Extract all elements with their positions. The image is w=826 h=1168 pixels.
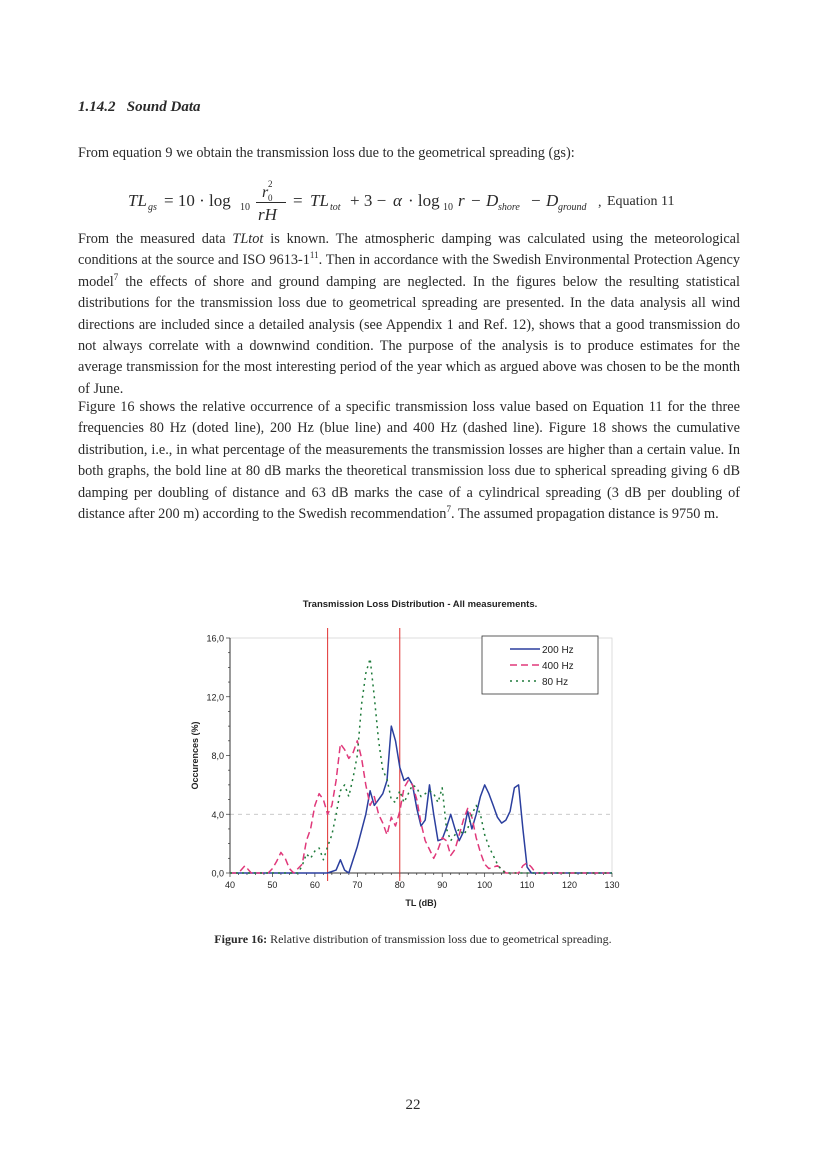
figure-caption: Figure 16: Relative distribution of transmission loss due to geometrical spreading. [214,932,612,946]
x-tick-label: 40 [224,880,236,890]
section-heading [78,99,201,116]
intro-paragraph: From equation 9 we obtain the transmission loss due to the geometrical spreading (gs): [78,145,575,161]
x-tick-label: 50 [267,880,278,890]
y-tick-label: 8,0 [211,751,224,761]
svg-text:ground: ground [558,202,587,213]
svg-text:TL: TL [310,191,329,210]
paragraph-figure-description: Figure 16 shows the relative occurrence of a specific transmission loss value based on Equation 11 for the three frequencies 80 Hz (doted line), 200 Hz (blue line) and 400 Hz (dashed line). Figure 18 shows the cumulative distribution, i.e., in what percentage of the measurements the transmission losses are higher than a certain value. In both graphs, the bold line at 80 dB marks the theoretical transmission loss due to spherical spreading giving 6 dB damping per doubling of distance and 63 dB marks the case of a cylindrical spreading (3 dB per doubling of distance after 200 m) according to the Swedish recommendation$^7$. The assumed propagation distance is 9750 m. [78,399,740,523]
chart-title: Transmission Loss Distribution - All measurements. [302,599,538,610]
x-tick-label: 110 [519,880,535,890]
legend-label: 200 Hz [542,645,574,656]
svg-text:10: 10 [240,202,250,213]
svg-text:,: , [598,195,602,210]
svg-text:0: 0 [268,193,273,203]
paragraph-methodology: From the measured data TLtot is known. The atmospheric damping was calculated using the meteorological conditions at the source and ISO $9613-1^{11}$. Then in accordance with the Swedish Environmental Protection Agency model$^7$ the effects of shore and ground damping are neglected. In the figures below the resulting statistical distributions for the transmission loss due to geometrical spreading are presented. In the data analysis all wind directions are included since a detailed analysis (see Appendix 1 and Ref. 12), shows that a good transmission do not always correlate with a downwind condition. The purpose of the analysis is to produce estimates for the average transmission for the most interesting period of the year which as argued above was chosen to be the month of June. [78,231,741,397]
x-tick-label: 90 [437,880,448,890]
y-tick-label: 16,0 [206,633,224,644]
svg-text:−: − [531,191,541,210]
x-tick-label: 60 [309,880,320,890]
legend-label: 400 Hz [542,661,574,672]
svg-text:α: α [393,191,402,210]
x-tick-label: 130 [604,880,620,890]
y-tick-label: 12,0 [206,692,224,703]
svg-text:rH: rH [258,205,277,223]
section-title: Sound Data [126,99,201,115]
x-axis-label: TL (dB) [405,898,437,908]
svg-text:· log: · log [408,191,440,210]
x-tick-label: 80 [394,880,405,890]
equation-label: Equation 11 [607,194,675,209]
y-tick-label: 0,0 [211,868,224,879]
svg-text:TL: TL [128,191,147,210]
svg-text:D: D [546,191,559,210]
svg-text:10: 10 [443,202,453,213]
page-number: 22 [405,1097,421,1113]
svg-text:D: D [486,191,499,210]
transmission-loss-chart [180,592,630,922]
y-axis-label: Occurences (%) [190,721,200,790]
svg-text:r: r [262,184,269,201]
svg-text:r: r [458,191,465,210]
x-tick-label: 70 [352,880,363,890]
svg-text:2: 2 [268,179,273,189]
svg-text:tot: tot [330,202,341,213]
x-tick-label: 100 [477,880,493,890]
y-tick-label: 4,0 [211,809,224,820]
svg-text:−: − [471,191,481,210]
svg-text:shore: shore [498,202,520,213]
equation-11 [128,175,728,223]
svg-text:= 10 · log: = 10 · log [164,191,231,210]
svg-text:=: = [293,191,303,210]
legend-label: 80 Hz [542,677,569,688]
svg-text:gs: gs [148,202,157,213]
section-number: 1.14.2 [78,99,116,115]
svg-text:+ 3 −: + 3 − [350,191,387,210]
series-line-400-hz [230,741,612,873]
x-tick-label: 120 [562,880,578,890]
series-line-200-hz [230,726,612,873]
